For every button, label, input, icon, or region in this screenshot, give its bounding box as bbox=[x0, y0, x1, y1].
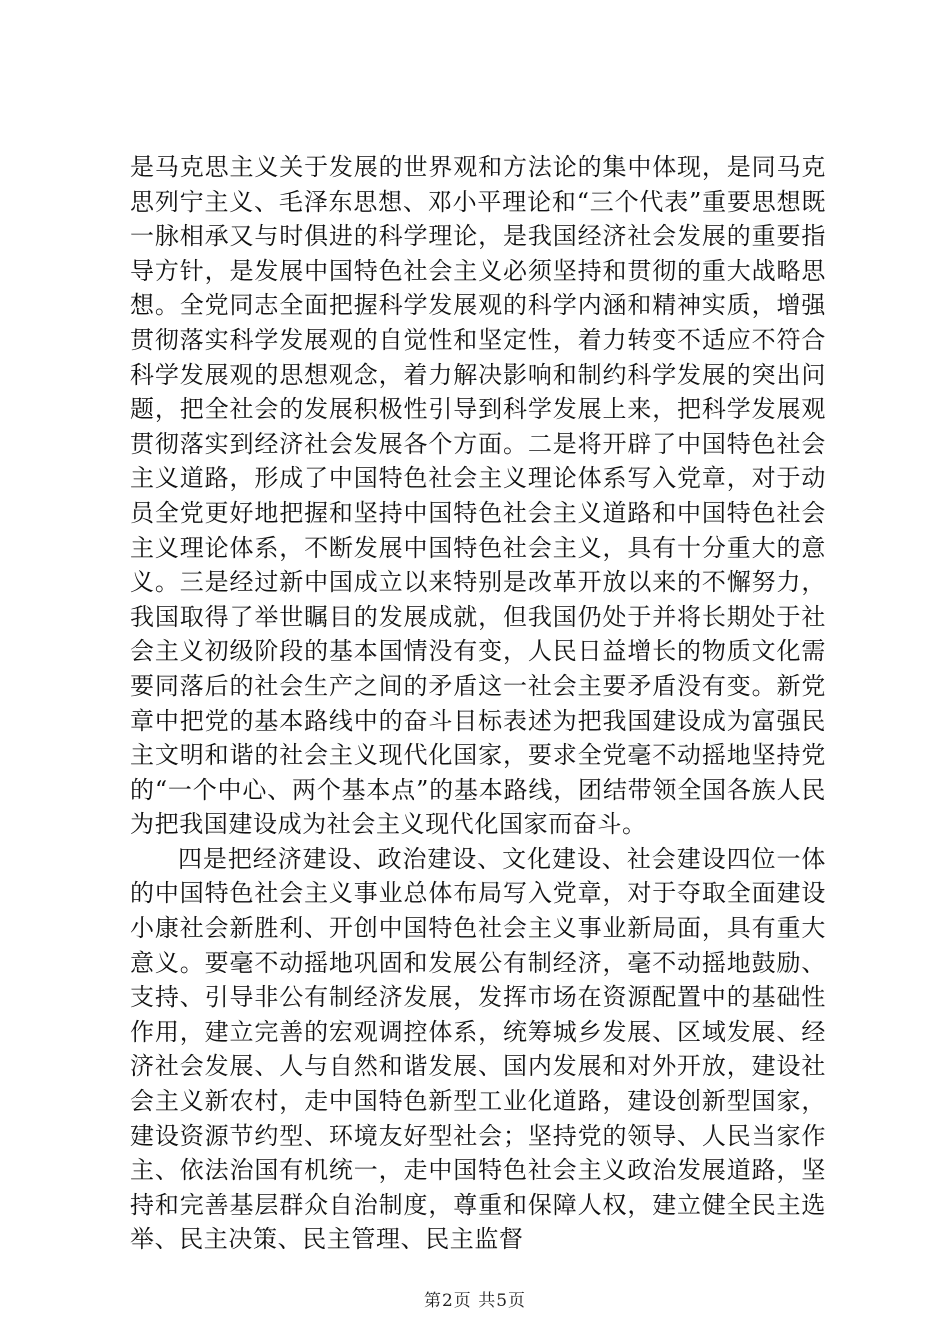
page-number-footer: 第2页 共5页 bbox=[423, 1291, 527, 1311]
document-body bbox=[130, 150, 826, 1257]
paragraph-continued: 是马克思主义关于发展的世界观和方法论的集中体现，是同马克思列宁主义、毛泽东思想、邓小平理论和“三个代表”重要思想既一脉相承又与时俱进的科学理论，是我国经济社会发展的重要指导方针，是发展中国特色社会主义必须坚持和贯彻的重大战略思想。全党同志全面把握科学发展观的科学内涵和精神实质，增强贯彻落实科学发展观的自觉性和坚定性，着力转变不适应不符合科学发展观的思想观念，着力解决影响和制约科学发展的突出问题，把全社会的发展积极性引导到科学发展上来，把科学发展观贯彻落实到经济社会发展各个方面。二是将开辟了中国特色社会主义道路，形成了中国特色社会主义理论体系写入党章，对于动员全党更好地把握和坚持中国特色社会主义道路和中国特色社会主义理论体系，不断发展中国特色社会主义，具有十分重大的意义。三是经过新中国成立以来特别是改革开放以来的不懈努力，我国取得了举世瞩目的发展成就，但我国仍处于并将长期处于社会主义初级阶段的基本国情没有变，人民日益增长的物质文化需要同落后的社会生产之间的矛盾这一社会主要矛盾没有变。新党章中把党的基本路线中的奋斗目标表述为把我国建设成为富强民主文明和谐的社会主义现代化国家，要求全党毫不动摇地坚持党的“一个中心、两个基本点”的基本路线，团结带领全国各族人民为把我国建设成为社会主义现代化国家而奋斗。 bbox=[130, 153, 826, 839]
paragraph-four: 四是把经济建设、政治建设、文化建设、社会建设四位一体的中国特色社会主义事业总体布局写入党章，对于夺取全面建设小康社会新胜利、开创中国特色社会主义事业新局面，具有重大意义。要毫不动摇地巩固和发展公有制经济，毫不动摇地鼓励、支持、引导非公有制经济发展，发挥市场在资源配置中的基础性作用，建立完善的宏观调控体系，统筹城乡发展、区域发展、经济社会发展、人与自然和谐发展、国内发展和对外开放，建设社会主义新农村，走中国特色新型工业化道路，建设创新型国家，建设资源节约型、环境友好型社会；坚持党的领导、人民当家作主、依法治国有机统一，走中国特色社会主义政治发展道路，坚持和完善基层群众自治制度，尊重和保障人权，建立健全民主选举、民主决策、民主管理、民主监督 bbox=[130, 844, 826, 1254]
